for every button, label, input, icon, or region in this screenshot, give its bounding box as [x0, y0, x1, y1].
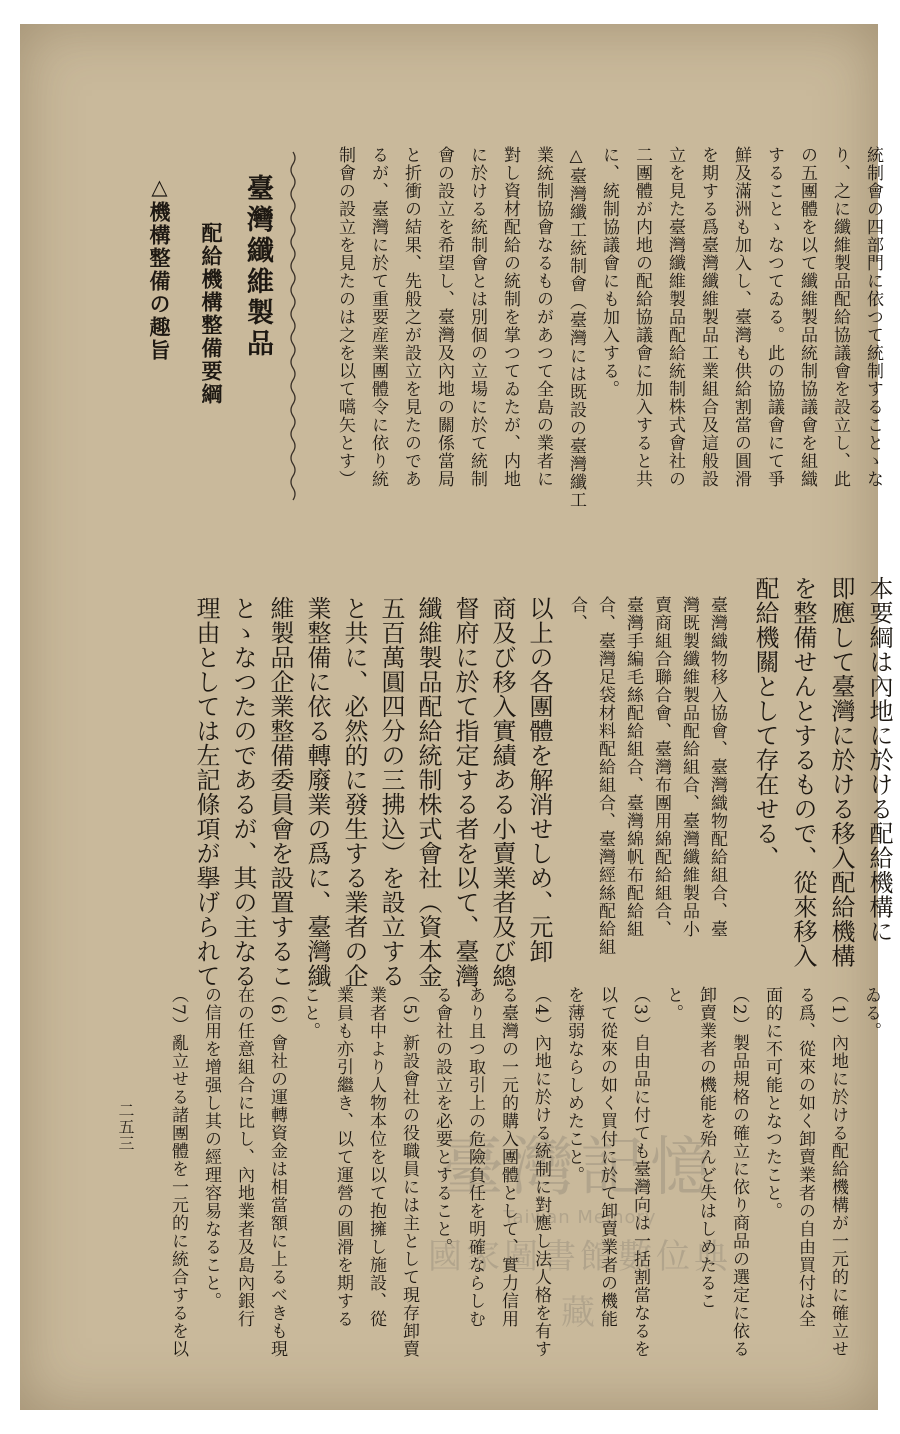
text-column: 卸賣業者の機能を殆んど失はしめたるこ: [696, 986, 716, 1310]
list-column: 合、: [567, 596, 587, 632]
text-column: することゝなつてゐる。此の協議會にて爭: [764, 146, 784, 488]
text-column: に、統制協議會にも加入する。: [599, 146, 619, 398]
text-column: 配給機關として存在せる、: [751, 576, 779, 870]
text-column: 商及び移入實績ある小賣業者及び總: [488, 596, 516, 988]
list-column: 賣商組合聯合會、臺灣布團用綿配給組合、: [651, 596, 671, 938]
text-column: （1）內地に於ける配給機構が一元的に確立せ: [828, 986, 848, 1358]
list-column: 灣既製纖維製品配給組合、臺灣纖維製品小: [679, 596, 699, 938]
text-column: と折衝の結果、先般之が設立を見たのであ: [401, 146, 421, 488]
text-column: る會社の設立を必要とすること。: [432, 986, 452, 1256]
text-column: 本要綱は內地に於ける配給機構に: [865, 576, 893, 944]
text-column: を薄弱ならしめたこと。: [564, 986, 584, 1184]
text-column: の五團體を以て纖維製品統制協議會を組織: [797, 146, 817, 488]
text-column: （2）製品規格の確立に依り商品の選定に依る: [729, 986, 749, 1358]
text-column: 維製品企業整備委員會を設置するこ: [266, 596, 294, 988]
article-subtitle: 配給機構整備要綱: [199, 222, 224, 406]
list-column: 臺灣織物移入協會、臺灣織物配給組合、臺: [707, 596, 727, 938]
text-column: を整備せんとするもので、從來移入: [789, 576, 817, 968]
text-column: に於ける統制會とは別個の立場に於て統制: [467, 146, 487, 488]
text-column: 鮮及滿洲も加入し、臺灣も供給割當の圓滑: [731, 146, 751, 488]
text-column: 業者中より人物本位を以て抱擁し施設、從: [366, 986, 386, 1328]
text-column: こと。: [300, 986, 320, 1040]
text-column: る爲、從來の如く卸賣業者の自由買付は全: [795, 986, 815, 1328]
text-column: 制會の設立を見たのは之を以て嚆矢とす）: [335, 146, 355, 488]
library-watermark: [415, 1129, 745, 1333]
text-column: り、之に纖維製品配給協議會を設立し、此: [830, 146, 850, 488]
text-column: 理由としては左記條項が擧げられて: [192, 596, 220, 988]
text-column: 面的に不可能となつたこと。: [762, 986, 782, 1220]
text-column: 五百萬圓四分の三拂込）を設立する: [377, 596, 405, 988]
text-column: 在の任意組合に比し、內地業者及島內銀行: [234, 986, 254, 1328]
wavy-divider: [288, 152, 298, 507]
text-column: の信用を增强し其の經理容易なること。: [201, 986, 221, 1310]
text-column: （7）亂立せる諸團體を一元的に統合するを以: [168, 986, 188, 1358]
text-column: る臺灣の一元的購入團體として、實力信用: [498, 986, 518, 1328]
text-column: （3）自由品に付ても臺灣向は一括割當なるを: [630, 986, 650, 1358]
text-column: るが、臺灣に於て重要産業團體令に依り統: [368, 146, 388, 488]
text-column: （4）內地に於ける統制に對應し法人格を有す: [531, 986, 551, 1358]
text-column: 立を見た臺灣纖維製品配給統制株式會社の: [665, 146, 685, 488]
document-page: [20, 24, 893, 1410]
text-column: 會の設立を希望し、臺灣及內地の關係當局: [434, 146, 454, 488]
text-column: とゝなつたのであるが、其の主なる: [229, 596, 257, 988]
text-column: 業整備に依る轉廢業の爲に、臺灣纖: [303, 596, 331, 988]
text-column: 對し資材配給の統制を掌つてゐたが、内地: [500, 146, 520, 488]
page-number: 二五三: [116, 1102, 135, 1152]
section-heading: △機構整備の趣旨: [147, 174, 172, 362]
text-column: 以て從來の如く買付に於て卸賣業者の機能: [597, 986, 617, 1328]
article-title: 臺灣纖維製品: [242, 174, 273, 360]
text-column: 業員も亦引繼き、以て運營の圓滑を期する: [333, 986, 353, 1328]
text-column: 即應して臺灣に於ける移入配給機構: [827, 576, 855, 968]
text-column: （5）新設會社の役職員には主として現存卸賣: [399, 986, 419, 1358]
text-column: と。: [663, 986, 683, 1022]
text-column: あり且つ取引上の危險負任を明確ならしむ: [465, 986, 485, 1328]
watermark-english: Taiwan Memory: [503, 1207, 657, 1228]
text-column: と共に、必然的に發生する業者の企: [340, 596, 368, 988]
text-column: 業統制協會なるものがあつて全島の業者に: [533, 146, 553, 488]
list-column: 臺灣手編毛絲配給組合、臺灣綿帆布配給組: [623, 596, 643, 938]
text-column: 督府に於て指定する者を以て、臺灣: [451, 596, 479, 988]
list-column: 合、臺灣足袋材料配給組合、臺灣經絲配給組: [595, 596, 615, 956]
text-column: 二團體が内地の配給協議會に加入すると共: [632, 146, 652, 488]
watermark-main: 臺灣記憶: [440, 1131, 720, 1205]
text-column: を期する爲臺灣纖維製品工業組合及這般設: [698, 146, 718, 488]
text-column: 以上の各團體を解消せしめ、元卸: [525, 596, 553, 964]
text-column: （6）會社の運轉資金は相當額に上るべきも現: [267, 986, 287, 1358]
text-column: 纖維製品配給統制株式會社（資本金: [414, 596, 442, 988]
text-column: △臺灣纖工統制會（臺灣には既設の臺灣纖工: [566, 146, 586, 509]
text-column: 統制會の四部門に依つて統制することゝな: [863, 146, 883, 488]
watermark-sub: 國家圖書館數位典藏: [428, 1237, 732, 1333]
text-column: ゐる。: [861, 986, 881, 1040]
